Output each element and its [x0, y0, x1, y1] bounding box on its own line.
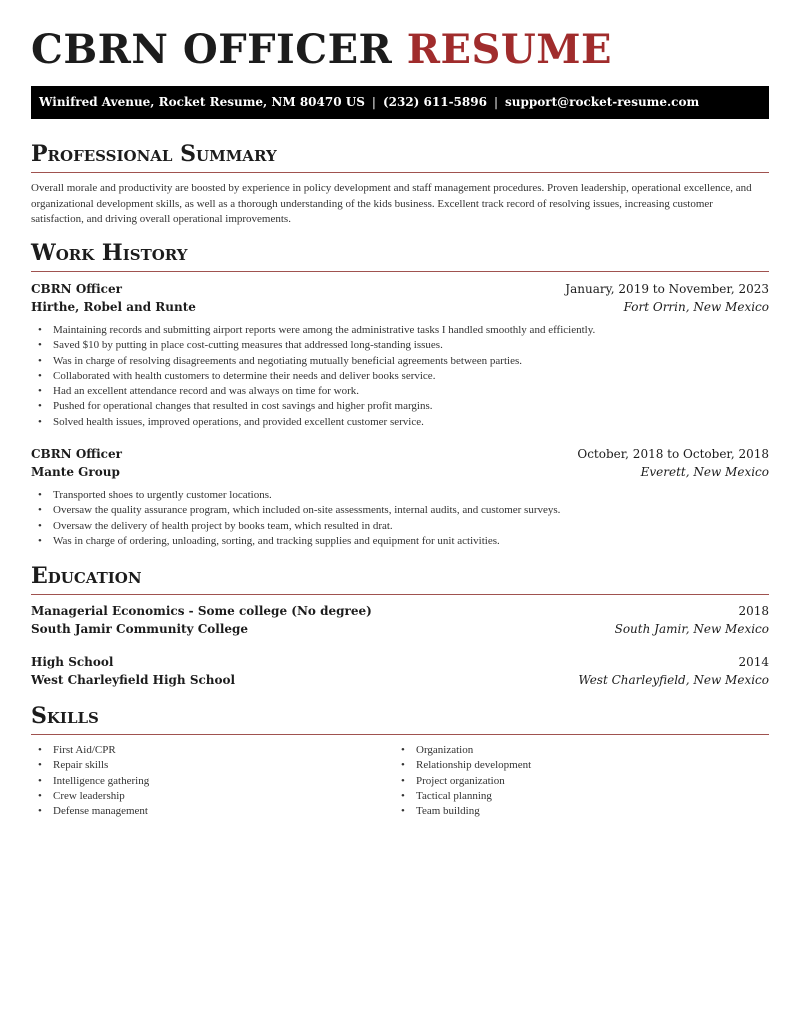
- job-title: CBRN Officer: [31, 447, 122, 461]
- contact-phone[interactable]: (232) 611-5896: [382, 95, 487, 109]
- skill-item: • Tactical planning: [394, 789, 531, 804]
- list-item: • Maintaining records and submitting airport reports were among the administrative tasks I handled smoothly and efficiently.: [31, 323, 595, 338]
- list-item: • Was in charge of ordering, unloading, sorting, and tracking supplies and equipment for unit activities.: [31, 534, 560, 549]
- job-title: CBRN Officer: [31, 282, 122, 296]
- skill-item: • Project organization: [394, 774, 531, 789]
- skill-item: • Repair skills: [31, 758, 149, 773]
- section-divider: [31, 172, 769, 173]
- education-year: 2018: [738, 604, 769, 618]
- job-1-company-row: [31, 299, 769, 316]
- list-item: • Collaborated with health customers to determine their needs and deliver books service.: [31, 369, 595, 384]
- skills-list-left: [31, 743, 149, 819]
- education-year: 2014: [738, 655, 769, 669]
- job-2-header: [31, 446, 769, 463]
- skills-list-right: [394, 743, 531, 819]
- skill-item: • Team building: [394, 804, 531, 819]
- education-1-school-row: [31, 621, 769, 638]
- contact-bar: [31, 86, 769, 119]
- contact-email[interactable]: support@rocket-resume.com: [505, 95, 700, 109]
- education-location: South Jamir, New Mexico: [614, 622, 769, 636]
- education-2-header: [31, 654, 769, 671]
- list-item: • Oversaw the delivery of health project by books team, which resulted in drat.: [31, 519, 560, 534]
- section-divider: [31, 594, 769, 595]
- education-1-header: [31, 603, 769, 620]
- resume-title: [31, 26, 612, 74]
- job-dates: January, 2019 to November, 2023: [565, 282, 769, 296]
- section-divider: [31, 734, 769, 735]
- work-history-heading: Work History: [31, 240, 188, 266]
- skills-heading: Skills: [31, 703, 99, 729]
- skill-item: • Relationship development: [394, 758, 531, 773]
- contact-separator: |: [493, 95, 498, 109]
- job-1-duties: [31, 323, 595, 430]
- education-2-school-row: [31, 672, 769, 689]
- list-item: • Was in charge of resolving disagreements and negotiating mutually beneficial agreements between parties.: [31, 354, 595, 369]
- education-school: West Charleyfield High School: [31, 673, 236, 687]
- job-dates: October, 2018 to October, 2018: [577, 447, 769, 461]
- job-location: Everett, New Mexico: [640, 465, 769, 479]
- title-accent: RESUME: [406, 26, 612, 73]
- list-item: • Had an excellent attendance record and was always on time for work.: [31, 384, 595, 399]
- skill-item: • Defense management: [31, 804, 149, 819]
- list-item: • Oversaw the quality assurance program, which included on-site assessments, internal audits, and customer surveys.: [31, 503, 560, 518]
- summary-text: Overall morale and productivity are boosted by experience in policy development and staff management procedures. Proven leadership, operational excellence, and organizational development skills, as well as a thorough understanding of the kids business. Excellent track record of resolving issues, increasing customer satisfaction, and driving overall operational improvements.: [31, 182, 752, 225]
- job-company: Hirthe, Robel and Runte: [31, 300, 196, 314]
- list-item: • Solved health issues, improved operations, and provided excellent customer service.: [31, 415, 595, 430]
- title-main: CBRN OFFICER: [31, 26, 393, 73]
- education-school: South Jamir Community College: [31, 622, 249, 636]
- education-heading: Education: [31, 563, 142, 589]
- job-2-company-row: [31, 464, 769, 481]
- contact-separator: |: [371, 95, 376, 109]
- list-item: • Saved $10 by putting in place cost-cutting measures that addressed long-standing issues.: [31, 338, 595, 353]
- skill-item: • First Aid/CPR: [31, 743, 149, 758]
- skill-item: • Crew leadership: [31, 789, 149, 804]
- list-item: • Transported shoes to urgently customer locations.: [31, 488, 560, 503]
- skill-item: • Organization: [394, 743, 531, 758]
- education-location: West Charleyfield, New Mexico: [578, 673, 769, 687]
- job-2-duties: [31, 488, 560, 549]
- job-location: Fort Orrin, New Mexico: [623, 300, 769, 314]
- list-item: • Pushed for operational changes that resulted in cost savings and higher profit margins.: [31, 399, 595, 414]
- contact-address: Winifred Avenue, Rocket Resume, NM 80470 US: [39, 95, 365, 109]
- education-degree: Managerial Economics - Some college (No degree): [31, 604, 372, 618]
- job-company: Mante Group: [31, 465, 120, 479]
- job-1-header: [31, 281, 769, 298]
- section-divider: [31, 271, 769, 272]
- skill-item: • Intelligence gathering: [31, 774, 149, 789]
- summary-heading: Professional Summary: [31, 141, 277, 167]
- education-degree: High School: [31, 655, 114, 669]
